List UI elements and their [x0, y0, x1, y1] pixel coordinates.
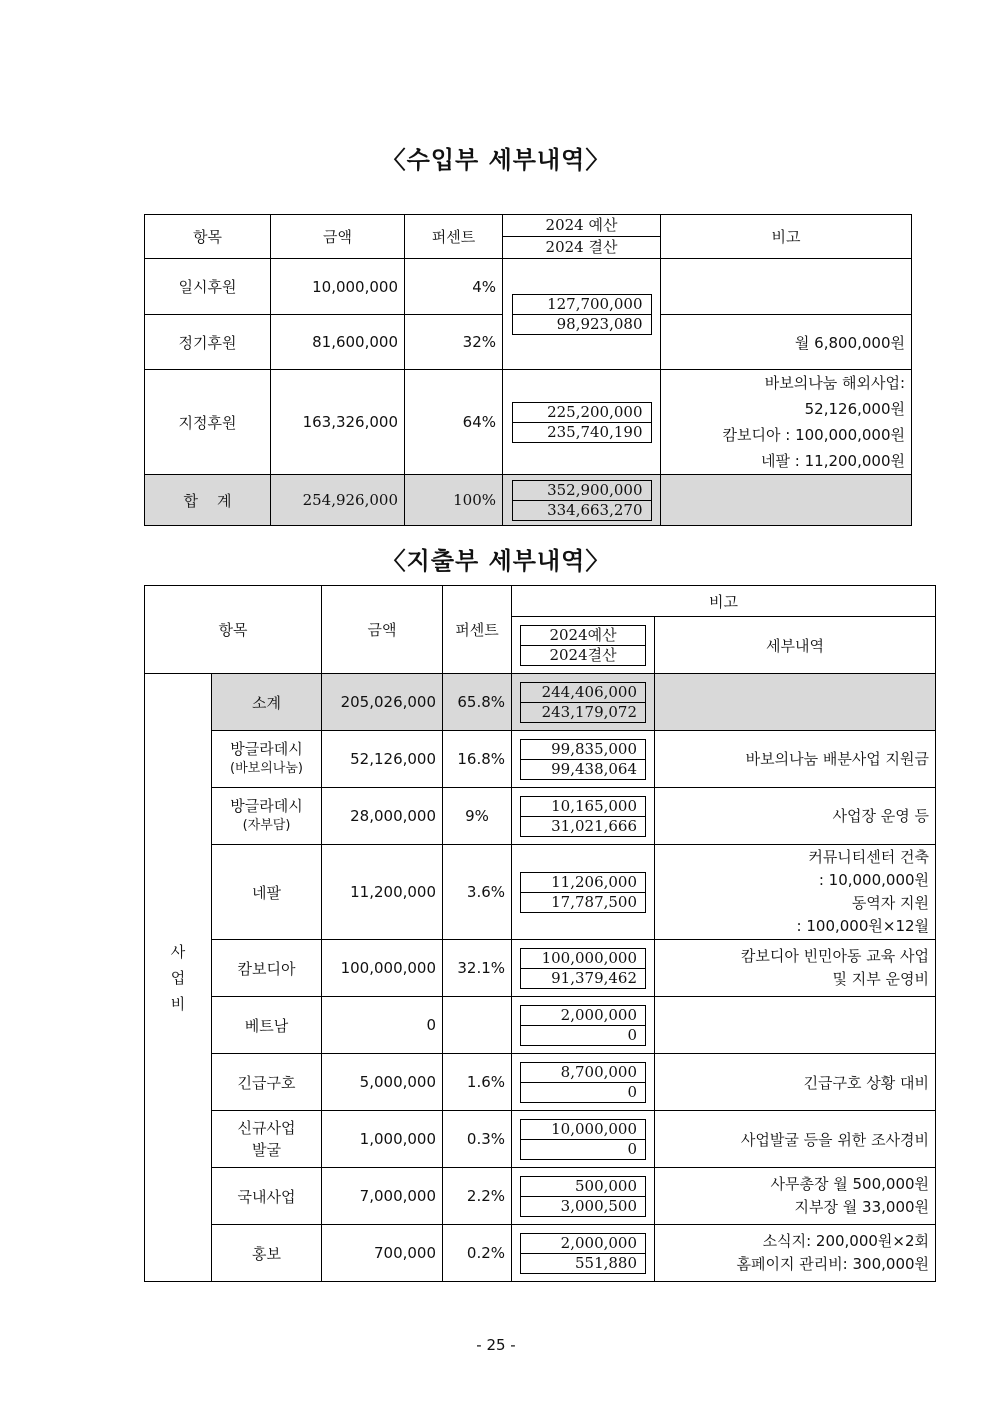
income-title: 〈수입부 세부내역〉	[381, 146, 611, 174]
expense-percent: 9%	[443, 788, 512, 845]
expense-item	[212, 731, 322, 788]
expense-amount: 7,000,000	[322, 1168, 443, 1225]
income-budget: 225,200,000	[547, 402, 643, 421]
expense-detail-line: 지부장 월 33,000원	[794, 1198, 930, 1216]
expense-detail-line: : 100,000원×12월	[796, 917, 930, 935]
expense-percent	[443, 997, 512, 1054]
expense-budget-cell	[512, 1054, 655, 1111]
expense-budget: 99,835,000	[551, 739, 638, 758]
income-percent: 4%	[405, 259, 503, 315]
expense-item-name: 방글라데시	[230, 740, 303, 758]
expense-budget: 100,000,000	[541, 948, 638, 967]
expense-amount: 0	[322, 997, 443, 1054]
expense-settlement: 31,021,666	[521, 816, 645, 836]
expense-settlement: 91,379,462	[521, 968, 645, 988]
expense-settlement: 3,000,500	[521, 1196, 645, 1216]
expense-detail-line: 홈페이지 관리비: 300,000원	[736, 1255, 930, 1273]
expense-percent: 0.2%	[443, 1225, 512, 1282]
expense-item	[212, 788, 322, 845]
income-amount: 163,326,000	[271, 370, 405, 475]
expense-subtotal-settlement: 243,179,072	[521, 702, 645, 722]
expense-subtotal-detail	[655, 674, 936, 731]
table-row	[145, 1168, 936, 1225]
expense-budget-box	[520, 1176, 646, 1217]
income-header-item: 항목	[145, 215, 271, 259]
income-note-line: 캄보디아 : 100,000,000원	[722, 426, 905, 444]
expense-subtotal-percent: 65.8%	[443, 674, 512, 731]
expense-budget-cell	[512, 1111, 655, 1168]
table-row	[145, 1111, 936, 1168]
expense-settlement: 99,438,064	[521, 759, 645, 779]
expense-detail-line: 사업발굴 등을 위한 조사경비	[740, 1130, 930, 1149]
expense-amount: 1,000,000	[322, 1111, 443, 1168]
table-row	[145, 1054, 936, 1111]
expense-settlement: 551,880	[521, 1253, 645, 1273]
income-header-row	[145, 215, 912, 259]
expense-budget-box	[520, 1005, 646, 1046]
expense-budget-box	[520, 872, 646, 913]
expense-header-amount: 금액	[322, 586, 443, 674]
expense-subtotal-budget-cell	[512, 674, 655, 731]
expense-detail-line: 커뮤니티센터 건축	[808, 848, 930, 866]
expense-settlement: 17,787,500	[521, 892, 645, 912]
expense-detail	[655, 940, 936, 997]
expense-subtotal-box	[520, 682, 646, 723]
expense-subtotal-row	[145, 674, 936, 731]
income-percent: 32%	[405, 315, 503, 370]
table-row	[145, 370, 912, 475]
income-percent: 64%	[405, 370, 503, 475]
expense-detail-line: 긴급구호 상황 대비	[803, 1073, 930, 1092]
expense-budget: 500,000	[574, 1176, 638, 1195]
table-row	[145, 997, 936, 1054]
expense-detail-line: 바보의나눔 배분사업 지원금	[745, 750, 930, 768]
expense-header-detail: 세부내역	[655, 617, 936, 674]
expense-detail-line: 동역자 지원	[851, 894, 930, 912]
expense-detail-line: 및 지부 운영비	[832, 970, 930, 988]
expense-subtotal-label: 소계	[212, 674, 322, 731]
page-number: - 25 -	[476, 1336, 516, 1354]
expense-percent: 32.1%	[443, 940, 512, 997]
income-group-budget: 127,700,000	[547, 294, 643, 313]
expense-detail-line: 사업장 운영 등	[832, 807, 930, 825]
table-row	[145, 731, 936, 788]
expense-amount: 700,000	[322, 1225, 443, 1282]
income-header-budget: 2024 예산	[503, 215, 660, 237]
expense-table	[144, 585, 936, 1282]
expense-budget: 2,000,000	[560, 1005, 638, 1024]
expense-header-settlement: 2024결산	[521, 645, 645, 665]
expense-budget: 10,000,000	[551, 1119, 638, 1138]
expense-percent: 3.6%	[443, 845, 512, 940]
expense-settlement: 0	[521, 1082, 645, 1102]
income-item: 정기후원	[145, 315, 271, 370]
expense-percent: 1.6%	[443, 1054, 512, 1111]
expense-item-sub: (바보의나눔)	[230, 761, 303, 776]
expense-item: 긴급구호	[212, 1054, 322, 1111]
income-note	[661, 370, 912, 475]
income-note-line: 네팔 : 11,200,000원	[761, 452, 905, 470]
expense-budget-box	[520, 1119, 646, 1160]
income-note-line: 바보의나눔 해외사업:	[764, 374, 905, 392]
expense-detail-line: : 10,000,000원	[818, 871, 930, 889]
expense-header-note: 비고	[512, 586, 936, 617]
expense-item: 네팔	[212, 845, 322, 940]
expense-detail	[655, 1168, 936, 1225]
income-total-percent: 100%	[405, 475, 503, 526]
expense-amount: 100,000,000	[322, 940, 443, 997]
expense-detail	[655, 788, 936, 845]
expense-budget-cell	[512, 1225, 655, 1282]
expense-detail	[655, 997, 936, 1054]
income-table	[144, 214, 912, 526]
income-amount: 10,000,000	[271, 259, 405, 315]
table-row	[145, 1225, 936, 1282]
expense-budget: 11,206,000	[551, 872, 638, 891]
expense-header-budget-cell	[512, 617, 655, 674]
expense-item: 신규사업 발굴	[212, 1111, 322, 1168]
expense-detail-line: 사무총장 월 500,000원	[770, 1175, 930, 1193]
income-group-budget-cell	[503, 259, 661, 370]
table-row	[145, 259, 912, 315]
expense-header-budget: 2024예산	[549, 625, 617, 644]
income-note: 월 6,800,000원	[661, 315, 912, 370]
expense-amount: 28,000,000	[322, 788, 443, 845]
expense-detail	[655, 1225, 936, 1282]
expense-budget-cell	[512, 997, 655, 1054]
expense-detail-line: 소식지: 200,000원×2회	[762, 1232, 930, 1250]
table-row	[145, 845, 936, 940]
expense-settlement: 0	[521, 1139, 645, 1159]
expense-budget-box	[520, 1233, 646, 1274]
expense-detail	[655, 1054, 936, 1111]
expense-detail-line: 캄보디아 빈민아동 교육 사업	[740, 947, 930, 965]
income-total-amount: 254,926,000	[271, 475, 405, 526]
expense-budget-box	[520, 796, 646, 837]
expense-category: 사 업 비	[145, 674, 212, 1282]
income-total-label: 합 계	[145, 475, 271, 526]
income-header-percent: 퍼센트	[405, 215, 503, 259]
expense-budget-cell	[512, 845, 655, 940]
expense-item: 캄보디아	[212, 940, 322, 997]
expense-header-budget-box	[520, 625, 646, 666]
expense-budget-cell	[512, 731, 655, 788]
expense-budget-box	[520, 739, 646, 780]
expense-item: 홍보	[212, 1225, 322, 1282]
income-settlement: 235,740,190	[513, 422, 651, 442]
expense-detail	[655, 845, 936, 940]
expense-header-row	[145, 586, 936, 617]
income-note-empty	[661, 259, 912, 315]
income-total-budget: 352,900,000	[547, 480, 643, 499]
expense-item: 국내사업	[212, 1168, 322, 1225]
expense-subtotal-budget: 244,406,000	[541, 682, 638, 701]
expense-percent: 2.2%	[443, 1168, 512, 1225]
expense-budget-box	[520, 948, 646, 989]
expense-amount: 11,200,000	[322, 845, 443, 940]
income-total-settlement: 334,663,270	[513, 500, 651, 520]
table-row	[145, 940, 936, 997]
income-budget-cell	[503, 370, 661, 475]
income-header-note: 비고	[661, 215, 912, 259]
expense-percent: 16.8%	[443, 731, 512, 788]
expense-item-sub: (자부담)	[242, 818, 291, 833]
expense-subtotal-amount: 205,026,000	[322, 674, 443, 731]
income-total-note	[661, 475, 912, 526]
expense-header-item: 항목	[145, 586, 322, 674]
expense-detail	[655, 1111, 936, 1168]
expense-budget-cell	[512, 788, 655, 845]
expense-detail	[655, 731, 936, 788]
income-group-budget-box	[512, 294, 652, 335]
income-total-row	[145, 475, 912, 526]
expense-item-name: 방글라데시	[230, 797, 303, 815]
expense-amount: 52,126,000	[322, 731, 443, 788]
income-amount: 81,600,000	[271, 315, 405, 370]
expense-settlement: 0	[521, 1025, 645, 1045]
expense-budget-cell	[512, 940, 655, 997]
expense-budget: 10,165,000	[551, 796, 638, 815]
income-item: 지정후원	[145, 370, 271, 475]
income-total-box	[512, 480, 652, 521]
income-header-budget-settlement	[503, 215, 661, 259]
expense-budget: 2,000,000	[560, 1233, 638, 1252]
income-item: 일시후원	[145, 259, 271, 315]
income-group-settlement: 98,923,080	[513, 314, 651, 334]
expense-budget: 8,700,000	[560, 1062, 638, 1081]
income-budget-box	[512, 402, 652, 443]
expense-item: 베트남	[212, 997, 322, 1054]
expense-title: 〈지출부 세부내역〉	[381, 547, 611, 575]
expense-budget-cell	[512, 1168, 655, 1225]
expense-budget-box	[520, 1062, 646, 1103]
income-total-budget-cell	[503, 475, 661, 526]
expense-percent: 0.3%	[443, 1111, 512, 1168]
income-note-line: 52,126,000원	[804, 400, 905, 418]
expense-header-percent: 퍼센트	[443, 586, 512, 674]
income-header-settlement: 2024 결산	[545, 238, 618, 256]
income-header-amount: 금액	[271, 215, 405, 259]
table-row	[145, 788, 936, 845]
expense-amount: 5,000,000	[322, 1054, 443, 1111]
